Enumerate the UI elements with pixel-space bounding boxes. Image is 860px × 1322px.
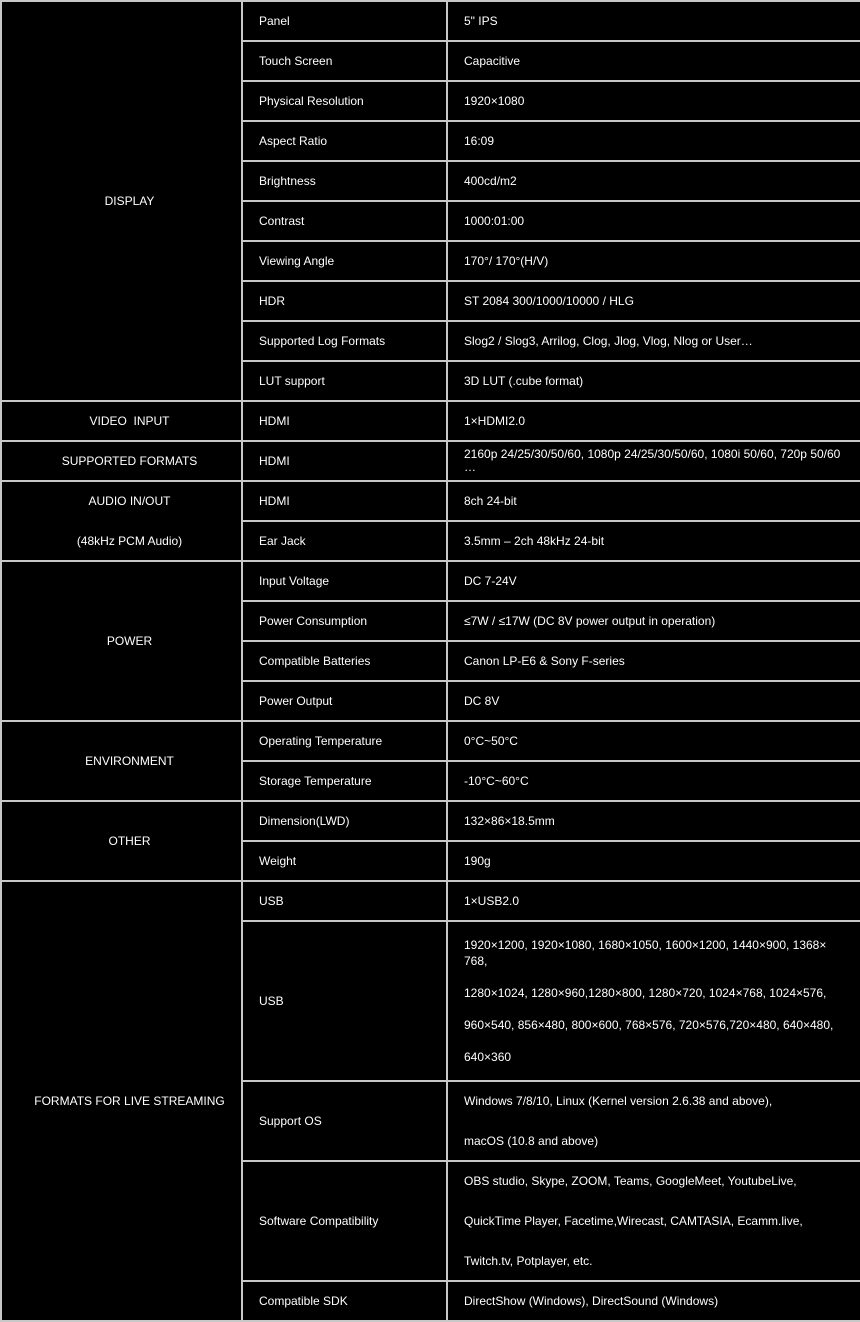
spec-value-line: 1920×1200, 1920×1080, 1680×1050, 1600×1200, 1440×900, 1368×	[464, 938, 827, 952]
spec-value-line: QuickTime Player, Facetime,Wirecast, CAMTASIA, Ecamm.live,	[464, 1214, 803, 1228]
spec-key: Dimension(LWD)	[242, 801, 447, 841]
category-streaming: FORMATS FOR LIVE STREAMING	[1, 881, 242, 1321]
spec-value: 190g	[447, 841, 860, 881]
spec-value: 170°/ 170°(H/V)	[447, 241, 860, 281]
spec-value: 132×86×18.5mm	[447, 801, 860, 841]
spec-key: Storage Temperature	[242, 761, 447, 801]
category-power: POWER	[1, 561, 242, 721]
spec-key: Supported Log Formats	[242, 321, 447, 361]
spec-value-line: Windows 7/8/10, Linux (Kernel version 2.6.38 and above),	[464, 1094, 773, 1108]
category-environment: ENVIRONMENT	[1, 721, 242, 801]
spec-key: Ear Jack	[242, 521, 447, 561]
spec-value: 3D LUT (.cube format)	[447, 361, 860, 401]
table-row	[1, 881, 860, 921]
spec-key: HDMI	[242, 481, 447, 521]
spec-value: 3.5mm – 2ch 48kHz 24-bit	[447, 521, 860, 561]
spec-key: Viewing Angle	[242, 241, 447, 281]
category-display: DISPLAY	[1, 1, 242, 401]
spec-value: 1×USB2.0	[447, 881, 860, 921]
spec-key: HDMI	[242, 441, 447, 481]
spec-key: Power Consumption	[242, 601, 447, 641]
spec-key: Support OS	[242, 1081, 447, 1161]
spec-value	[447, 441, 860, 481]
spec-value: 16:09	[447, 121, 860, 161]
spec-value: 1000:01:00	[447, 201, 860, 241]
spec-key: Input Voltage	[242, 561, 447, 601]
spec-value: 1×HDMI2.0	[447, 401, 860, 441]
spec-key: Physical Resolution	[242, 81, 447, 121]
spec-value: DirectShow (Windows), DirectSound (Windows)	[447, 1281, 860, 1321]
table-row	[1, 441, 860, 481]
spec-key: Brightness	[242, 161, 447, 201]
spec-value: 1920×1080	[447, 81, 860, 121]
category-audio	[1, 481, 242, 561]
spec-key: LUT support	[242, 361, 447, 401]
category-other: OTHER	[1, 801, 242, 881]
spec-key: Contrast	[242, 201, 447, 241]
spec-value-line: macOS (10.8 and above)	[464, 1134, 599, 1148]
spec-key: Touch Screen	[242, 41, 447, 81]
category-audio-subtitle: (48kHz PCM Audio)	[76, 534, 183, 548]
table-row	[1, 401, 860, 441]
spec-value-ellipsis: …	[464, 460, 476, 474]
spec-value: ST 2084 300/1000/10000 / HLG	[447, 281, 860, 321]
spec-value-line: Twitch.tv, Potplayer, etc.	[464, 1254, 593, 1268]
spec-key: Weight	[242, 841, 447, 881]
spec-value	[447, 1161, 860, 1281]
spec-key: USB	[242, 921, 447, 1081]
spec-value: Slog2 / Slog3, Arrilog, Clog, Jlog, Vlog, Nlog or User…	[447, 321, 860, 361]
table-row	[1, 1, 860, 41]
table-row	[1, 481, 860, 521]
spec-key: HDR	[242, 281, 447, 321]
table-row	[1, 561, 860, 601]
spec-value-line: 960×540, 856×480, 800×600, 768×576, 720×576,720×480, 640×480,	[464, 1018, 834, 1032]
spec-key: Power Output	[242, 681, 447, 721]
category-video-input: VIDEO INPUT	[1, 401, 242, 441]
spec-value: ≤7W / ≤17W (DC 8V power output in operation)	[447, 601, 860, 641]
spec-key: Compatible Batteries	[242, 641, 447, 681]
spec-value: 8ch 24-bit	[447, 481, 860, 521]
spec-key: Operating Temperature	[242, 721, 447, 761]
spec-key: Software Compatibility	[242, 1161, 447, 1281]
spec-value-line: 768,	[464, 954, 488, 968]
spec-key: Compatible SDK	[242, 1281, 447, 1321]
spec-value: DC 8V	[447, 681, 860, 721]
table-row	[1, 801, 860, 841]
category-supported-formats: SUPPORTED FORMATS	[1, 441, 242, 481]
spec-key: USB	[242, 881, 447, 921]
spec-value-line: OBS studio, Skype, ZOOM, Teams, GoogleMeet, YoutubeLive,	[464, 1174, 797, 1188]
spec-value	[447, 921, 860, 1081]
spec-value	[447, 1081, 860, 1161]
spec-value-line: 2160p 24/25/30/50/60, 1080p 24/25/30/50/60, 1080i 50/60, 720p 50/60	[464, 447, 841, 461]
category-audio-title: AUDIO IN/OUT	[88, 494, 171, 508]
spec-value: DC 7-24V	[447, 561, 860, 601]
spec-value: Capacitive	[447, 41, 860, 81]
spec-key: Panel	[242, 1, 447, 41]
spec-value: Canon LP-E6 & Sony F-series	[447, 641, 860, 681]
spec-key: Aspect Ratio	[242, 121, 447, 161]
spec-value: 5" IPS	[447, 1, 860, 41]
spec-value: 400cd/m2	[447, 161, 860, 201]
spec-key: HDMI	[242, 401, 447, 441]
spec-value: 0°C~50°C	[447, 721, 860, 761]
table-row	[1, 721, 860, 761]
spec-value-line: 640×360	[464, 1050, 512, 1064]
spec-value: -10°C~60°C	[447, 761, 860, 801]
spec-value-line: 1280×1024, 1280×960,1280×800, 1280×720, 1024×768, 1024×576,	[464, 986, 827, 1000]
